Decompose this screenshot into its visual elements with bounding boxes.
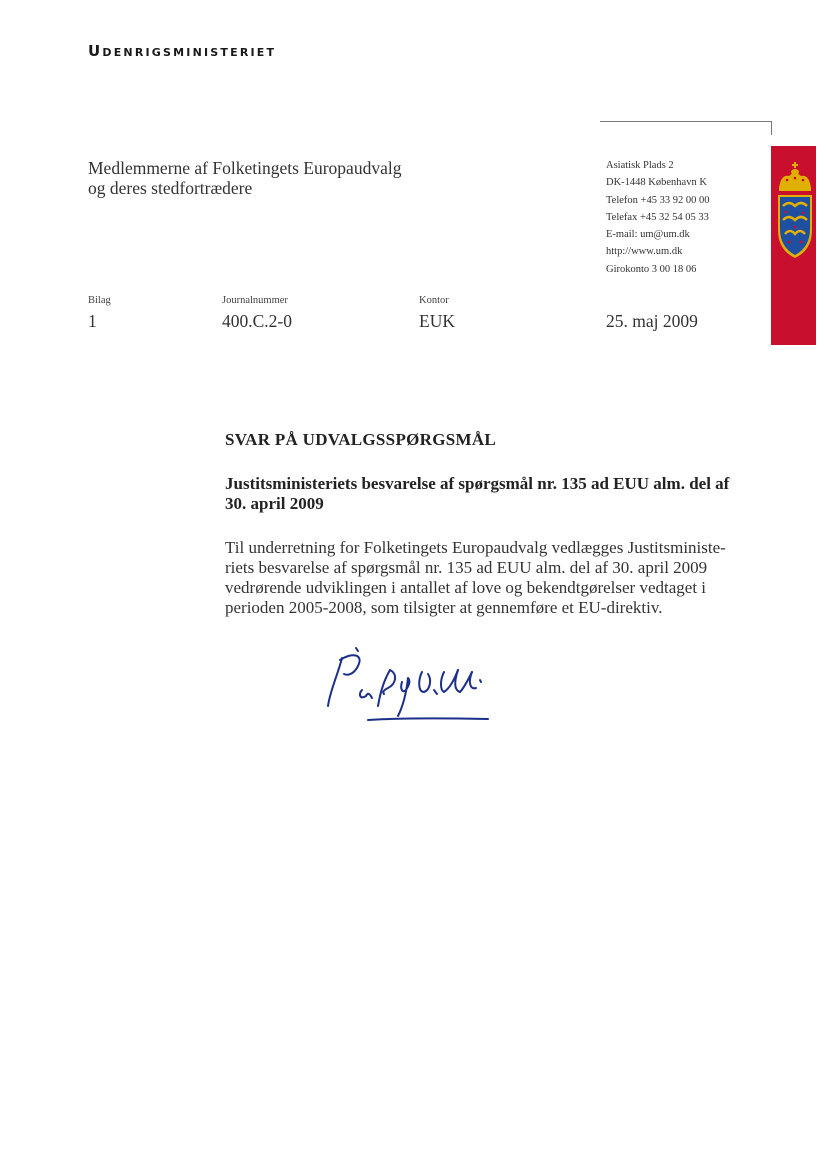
journal-value: 400.C.2-0 [222, 311, 292, 331]
body-line: vedrørende udviklingen i antallet af love og bekendtgørelser vedtaget i [225, 578, 707, 597]
address-divider [600, 121, 772, 122]
letter-body [225, 538, 755, 618]
recipient-line-1: Medlemmerne af Folketingets Europaudvalg [88, 158, 402, 178]
recipient-line-2: og deres stedfortrædere [88, 178, 253, 198]
ministry-letterhead: Udenrigsministeriet [88, 42, 277, 60]
sender-address-block [606, 157, 709, 278]
letter-date: 25. maj 2009 [606, 311, 698, 331]
bilag-label: Bilag [88, 295, 111, 306]
coat-of-arms-icon [775, 160, 815, 266]
address-fax: Telefax +45 32 54 05 33 [606, 211, 709, 223]
kontor-label: Kontor [419, 295, 449, 306]
journal-label: Journalnummer [222, 295, 288, 306]
kontor-value: EUK [419, 311, 455, 331]
address-giro: Girokonto 3 00 18 06 [606, 263, 697, 275]
letter-heading: SVAR PÅ UDVALGSSPØRGSMÅL [225, 430, 497, 449]
recipient-block [88, 158, 401, 198]
bilag-value: 1 [88, 311, 97, 331]
address-web[interactable]: http://www.um.dk [606, 246, 683, 258]
address-divider-tick [771, 121, 772, 135]
address-city: DK-1448 København K [606, 177, 707, 189]
address-street: Asiatisk Plads 2 [606, 160, 674, 171]
body-line: Til underretning for Folketingets Europaudvalg vedlægges Justitsministe- [225, 538, 726, 557]
letter-subject: Justitsministeriets besvarelse af spørgsmål nr. 135 ad EUU alm. del af 30. april 2009 [225, 474, 730, 513]
address-phone: Telefon +45 33 92 00 00 [606, 194, 710, 206]
body-line: riets besvarelse af spørgsmål nr. 135 ad EUU alm. del af 30. april 2009 [225, 558, 708, 577]
handwritten-signature [318, 636, 538, 736]
body-line: perioden 2005-2008, som tilsigter at gennemføre et EU-direktiv. [225, 598, 663, 617]
address-email[interactable]: E-mail: um@um.dk [606, 229, 690, 241]
